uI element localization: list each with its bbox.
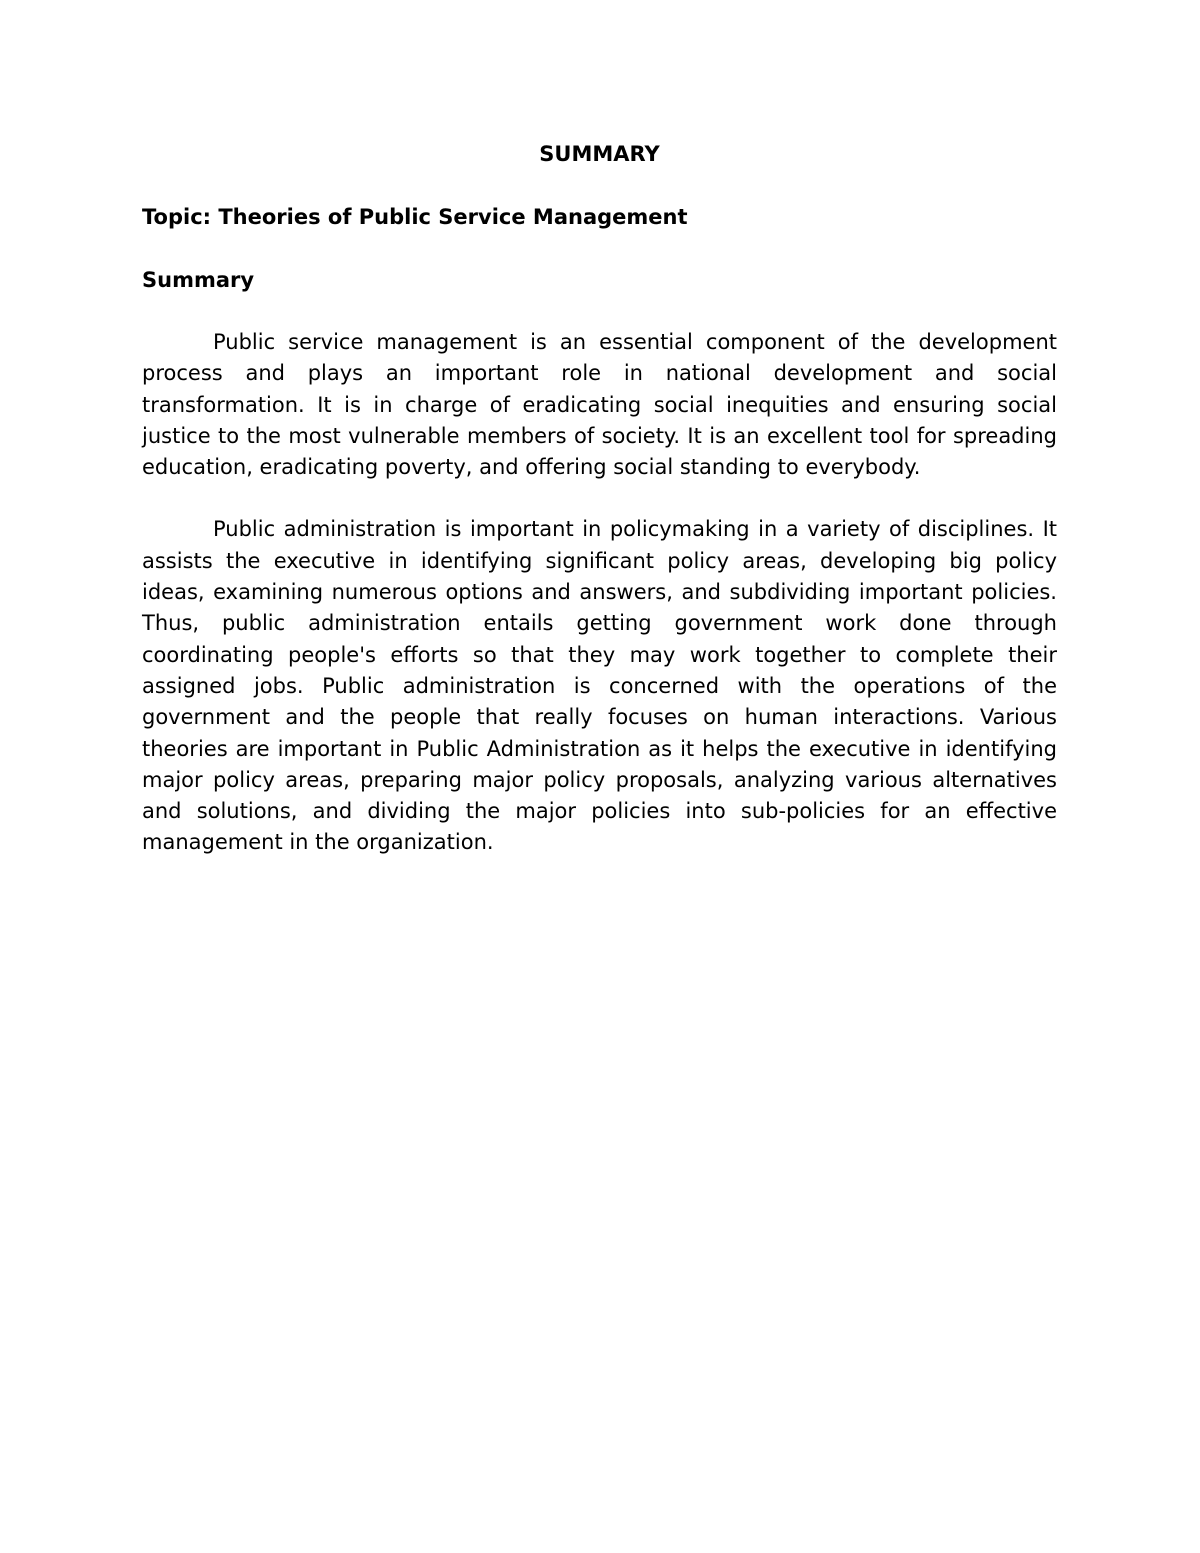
document-body	[142, 138, 1057, 859]
page-title: SUMMARY	[539, 142, 660, 166]
section-heading: Summary	[142, 268, 255, 292]
paragraph: Public administration is important in policymaking in a variety of disciplines. It assists the executive in identifying significant policy areas, developing big policy ideas, examining numerous options and answers, and subdividing important policies. Thus, public administration entails getting government work done through coordinating people's efforts so that they may work together to complete their assigned jobs. Public administration is concerned with the operations of the government and the people that really focuses on human interactions. Various theories are important in Public Administration as it helps the executive in identifying major policy areas, preparing major policy proposals, analyzing various alternatives and solutions, and dividing the major policies into sub-policies for an effective management in the organization.	[142, 517, 1057, 855]
topic-line: Topic: Theories of Public Service Management	[142, 205, 688, 229]
paragraph: Public service management is an essential component of the development process and plays an important role in national development and social transformation. It is in charge of eradicating social inequities and ensuring social justice to the most vulnerable members of society. It is an excellent tool for spreading education, eradicating poverty, and offering social standing to everybody.	[142, 330, 1057, 480]
